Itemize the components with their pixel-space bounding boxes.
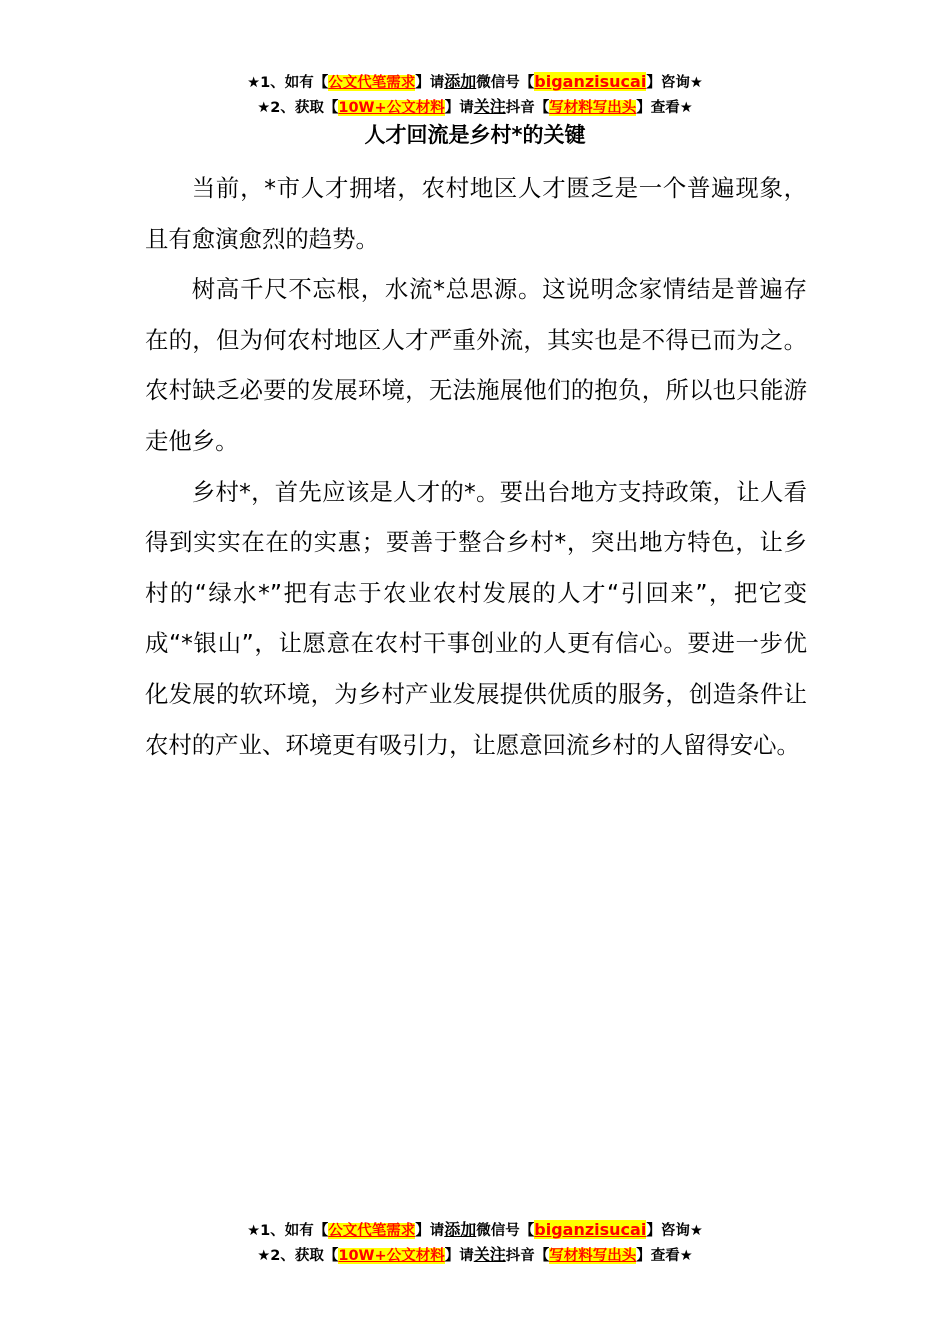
banner-text: 抖音【 [505, 100, 550, 116]
banner-text: ★1、如有【 [247, 75, 329, 91]
document-body [145, 163, 807, 770]
banner-text: 】请 [444, 1248, 474, 1264]
underlined-text: 关注 [473, 97, 506, 116]
document-title: 人才回流是乡村*的关键 [364, 123, 586, 147]
paragraph: 当前，*市人才拥堵，农村地区人才匮乏是一个普遍现象，且有愈演愈烈的趋势。 [145, 174, 807, 253]
banner-text: ★2、获取【 [257, 100, 339, 116]
banner-line-2 [0, 95, 950, 120]
banner-text: 】咨询★ [646, 1223, 703, 1239]
underlined-text: 关注 [473, 1245, 506, 1264]
banner-text: 】请 [444, 100, 474, 116]
banner-text: 微信号【 [476, 75, 535, 91]
highlight-text: 10W+公文材料 [338, 100, 445, 116]
banner-text: 】咨询★ [646, 75, 703, 91]
banner-text: 】请 [415, 1223, 445, 1239]
douyin-account: 写材料写出头 [549, 1248, 637, 1264]
wechat-id: biganzisucai [534, 72, 647, 91]
banner-text: 】查看★ [636, 1248, 693, 1264]
banner-text: ★1、如有【 [247, 1223, 329, 1239]
banner-text: 微信号【 [476, 1223, 535, 1239]
banner-line-1 [0, 70, 950, 95]
banner-text: ★2、获取【 [257, 1248, 339, 1264]
banner-line-2 [0, 1243, 950, 1268]
paragraph: 乡村*，首先应该是人才的*。要出台地方支持政策，让人看得到实实在在的实惠；要善于整合乡村*，突出地方特色，让乡村的“绿水*”把有志于农业农村发展的人才“引回来”，把它变成“*银山”，让愿意在农村干事创业的人更有信心。要进一步优化发展的软环境，为乡村产业发展提供优质的服务，创造条件让农村的产业、环境更有吸引力，让愿意回流乡村的人留得安心。 [145, 477, 807, 759]
banner-text: 】请 [415, 75, 445, 91]
banner-text: 】查看★ [636, 100, 693, 116]
douyin-account: 写材料写出头 [549, 100, 637, 116]
footer-banner [0, 1218, 950, 1268]
banner-line-1 [0, 1218, 950, 1243]
paragraph: 树高千尺不忘根，水流*总思源。这说明念家情结是普遍存在的，但为何农村地区人才严重外流，其实也是不得已而为之。农村缺乏必要的发展环境，无法施展他们的抱负，所以也只能游走他乡。 [145, 275, 807, 455]
highlight-text: 公文代笔需求 [328, 75, 416, 91]
underlined-text: 添加 [444, 1220, 477, 1239]
banner-text: 抖音【 [505, 1248, 550, 1264]
highlight-text: 10W+公文材料 [338, 1248, 445, 1264]
highlight-text: 公文代笔需求 [328, 1223, 416, 1239]
header-banner [0, 70, 950, 120]
underlined-text: 添加 [444, 72, 477, 91]
wechat-id: biganzisucai [534, 1220, 647, 1239]
